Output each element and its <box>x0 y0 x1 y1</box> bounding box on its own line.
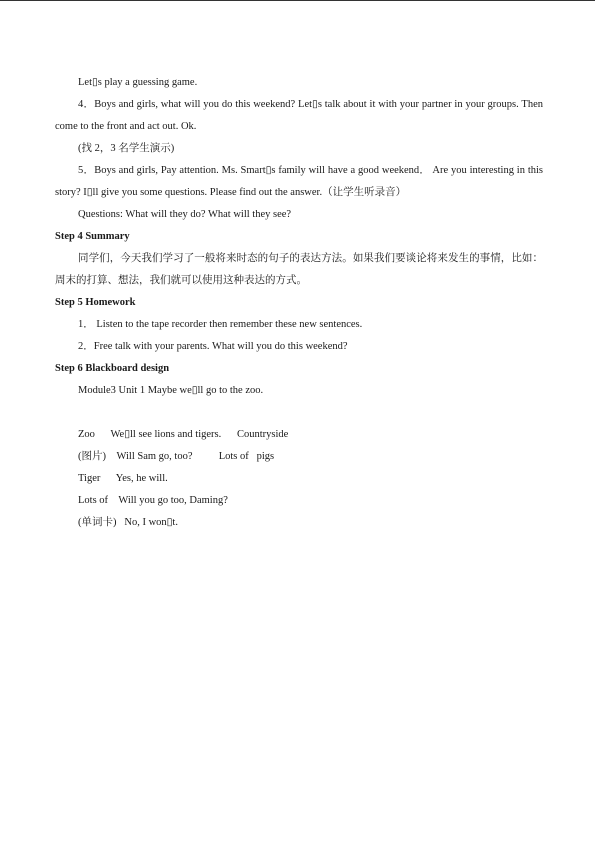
blackboard-row-4: Lots of Will you go too, Daming? <box>78 495 228 506</box>
step5-heading: Step 5 Homework <box>55 297 136 308</box>
homework-item-2: 2．Free talk with your parents. What will you do this weekend? <box>78 341 348 352</box>
homework-item-1: 1． Listen to the tape recorder then remember these new sentences. <box>78 319 363 330</box>
blank-line <box>55 402 543 424</box>
page-top-rule <box>0 0 595 1</box>
step4-heading: Step 4 Summary <box>55 231 130 242</box>
paragraph-4: 4．Boys and girls, what will you do this weekend? Let▯s talk about it with your partner in your groups. Then come to the front and act out. Ok. <box>55 99 543 132</box>
blackboard-row-1: Zoo We▯ll see lions and tigers. Countryside <box>78 429 289 440</box>
blackboard-title: Module3 Unit 1 Maybe we▯ll go to the zoo. <box>78 385 264 396</box>
step4-summary-text: 同学们，今天我们学习了一般将来时态的句子的表达方法。如果我们要谈论将来发生的事情，比如：周末的打算、想法，我们就可以使用这种表达的方式。 <box>55 253 543 286</box>
document-body <box>55 72 543 534</box>
paragraph-5: 5．Boys and girls, Pay attention. Ms. Smart▯s family will have a good weekend． Are you interesting in this story? I▯ll give you some questions. Please find out the answer.（让学生听录音） <box>55 165 543 198</box>
blackboard-row-5: (单词卡) No, I won▯t. <box>78 517 178 528</box>
blackboard-row-3: Tiger Yes, he will. <box>78 473 168 484</box>
blackboard-row-2: (图片) Will Sam go, too? Lots of pigs <box>78 451 275 462</box>
questions-line: Questions: What will they do? What will they see? <box>78 209 292 220</box>
step6-heading: Step 6 Blackboard design <box>55 363 170 374</box>
student-demo-note: (找 2，3 名学生演示) <box>78 143 175 154</box>
guessing-game-line: Let▯s play a guessing game. <box>78 77 198 88</box>
